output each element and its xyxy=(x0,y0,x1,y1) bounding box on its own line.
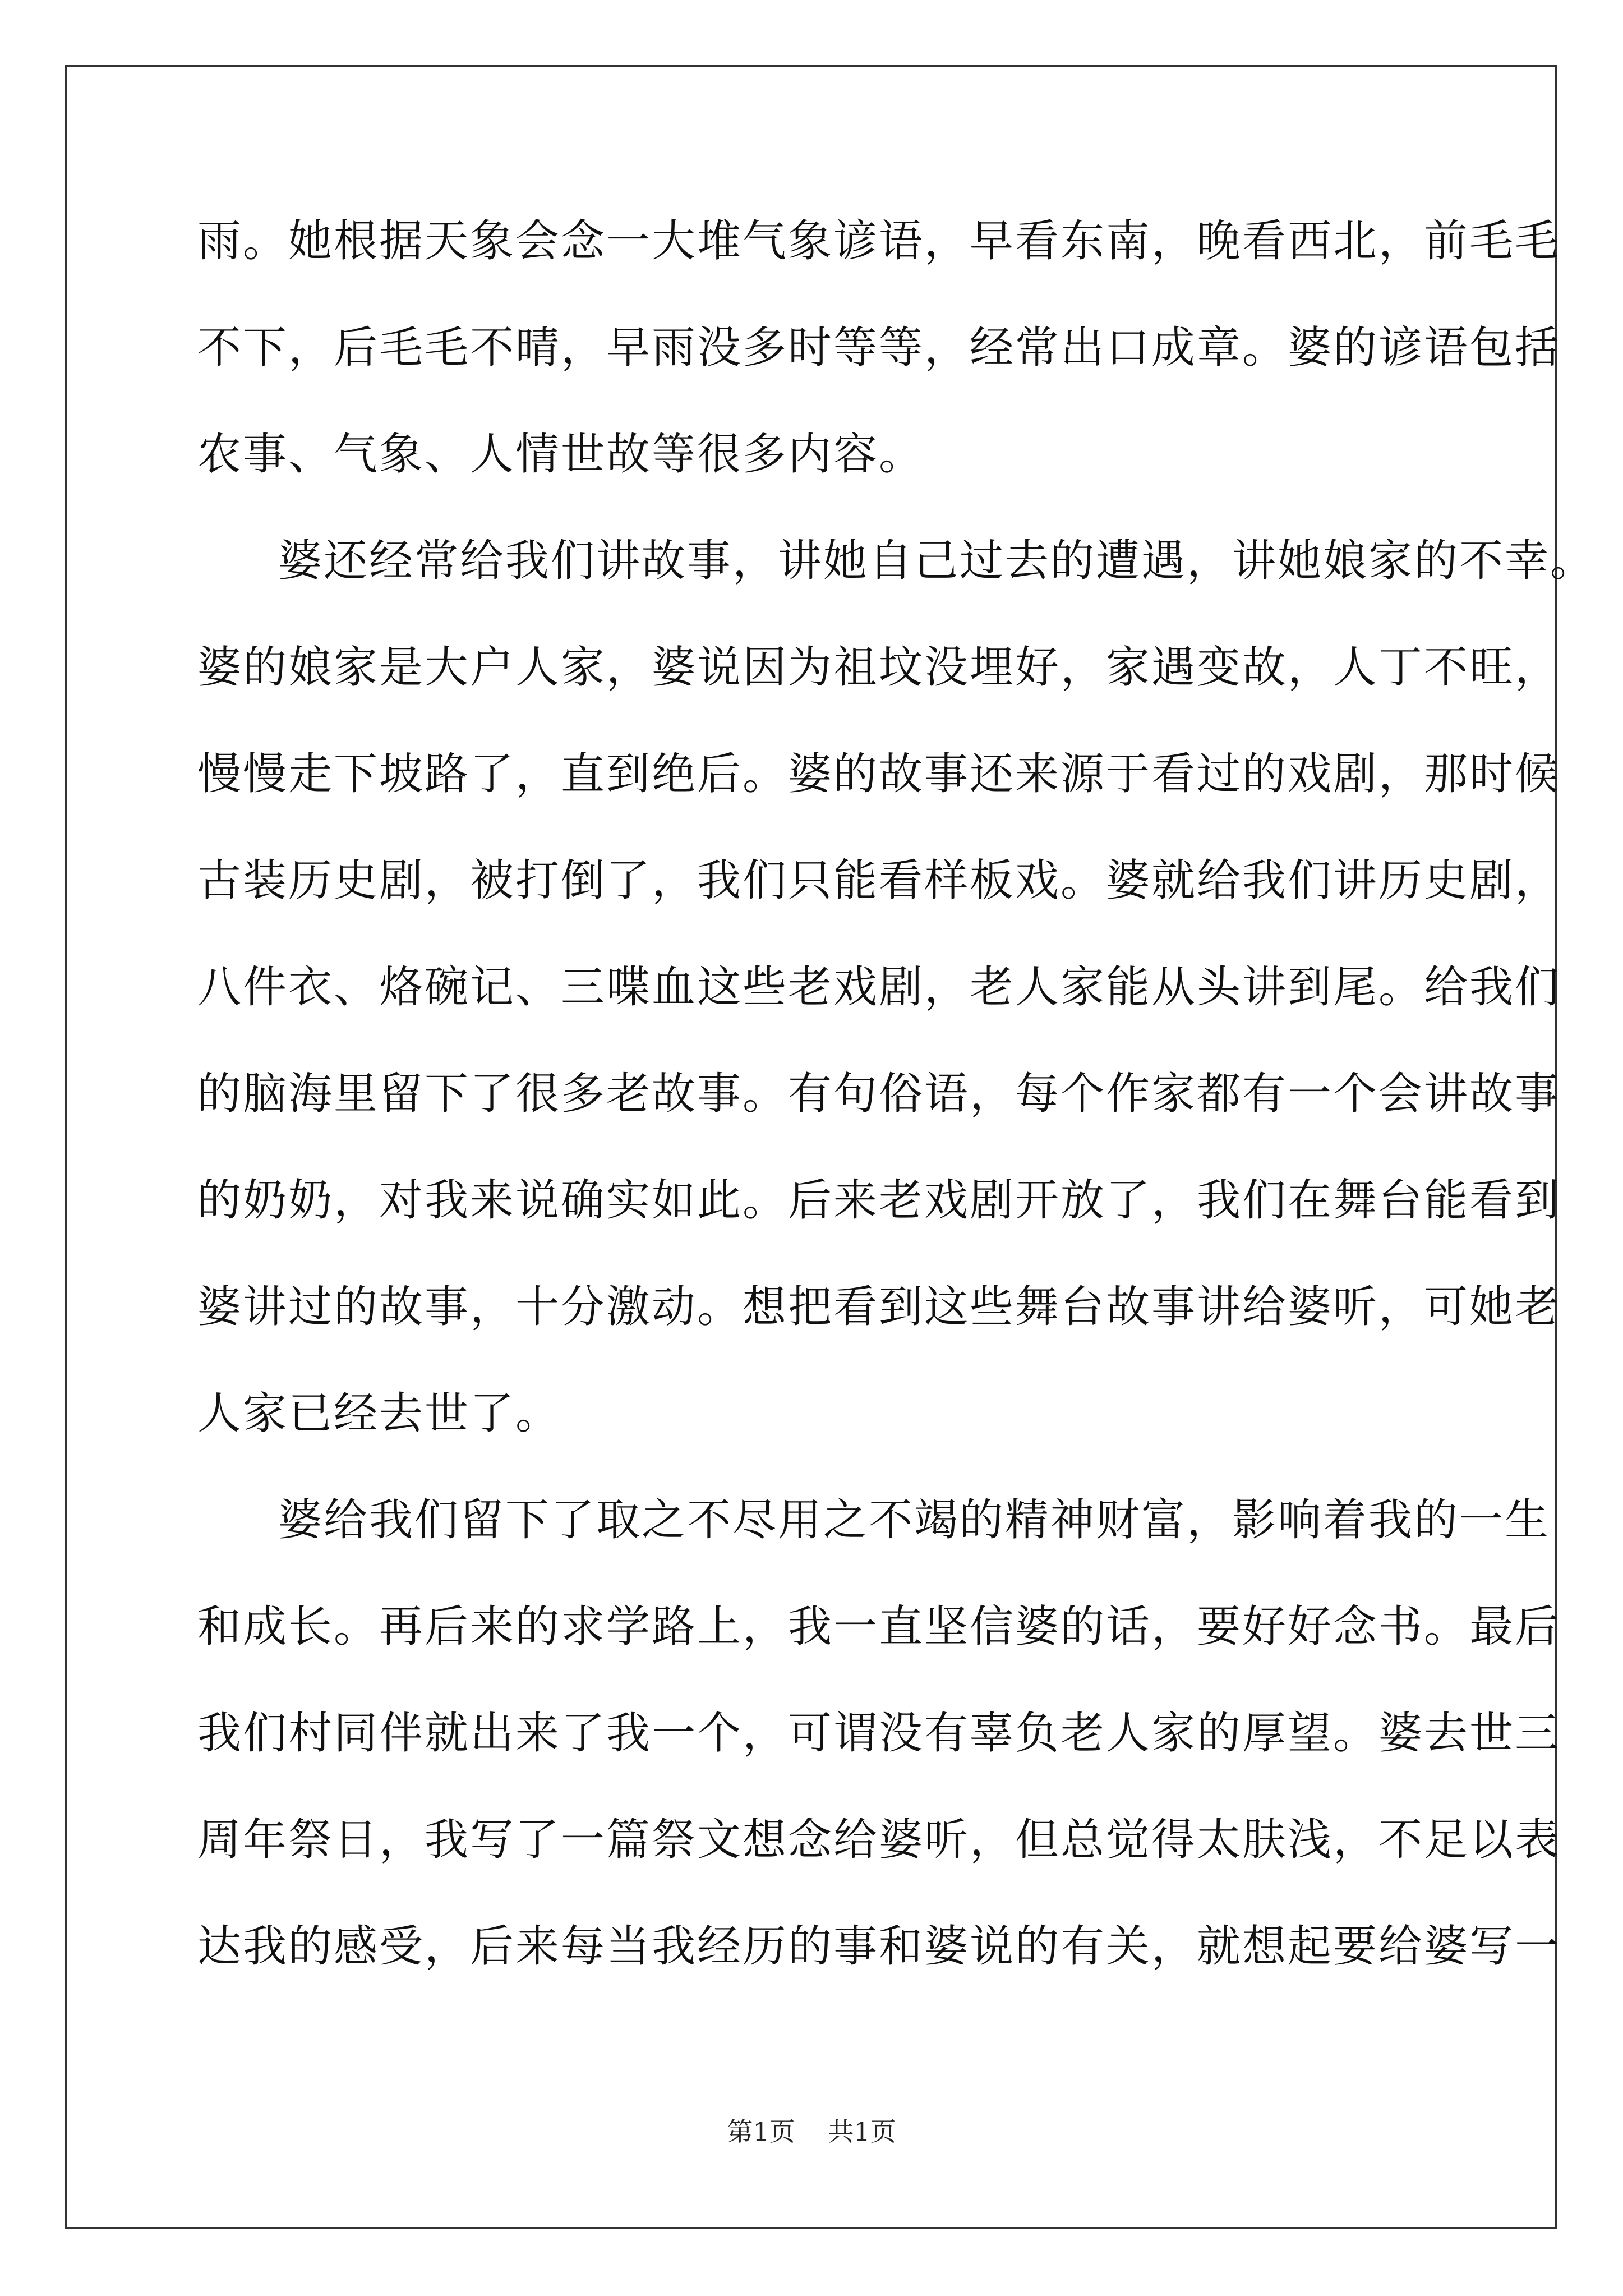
page-total: 共1页 xyxy=(828,2116,896,2147)
text-line: 慢慢走下坡路了，直到绝后。婆的故事还来源于看过的戏剧，那时候 xyxy=(197,749,1561,799)
text-line: 的脑海里留下了很多老故事。有句俗语，每个作家都有一个会讲故事 xyxy=(197,1069,1561,1119)
paragraph-start-line: 婆还经常给我们讲故事，讲她自己过去的遭遇，讲她娘家的不幸。 xyxy=(278,536,1596,586)
text-line: 周年祭日，我写了一篇祭文想念给婆听，但总觉得太肤浅，不足以表 xyxy=(197,1815,1561,1865)
text-line: 婆讲过的故事，十分激动。想把看到这些舞台故事讲给婆听，可她老 xyxy=(197,1282,1561,1332)
text-line: 雨。她根据天象会念一大堆气象谚语，早看东南，晚看西北，前毛毛 xyxy=(197,216,1561,266)
text-line: 农事、气象、人情世故等很多内容。 xyxy=(197,429,925,480)
text-line: 人家已经去世了。 xyxy=(197,1388,561,1439)
text-line: 八件衣、烙碗记、三喋血这些老戏剧，老人家能从头讲到尾。给我们 xyxy=(197,962,1561,1013)
page-number: 第1页 xyxy=(727,2116,795,2147)
text-line: 和成长。再后来的求学路上，我一直坚信婆的话，要好好念书。最后 xyxy=(197,1602,1561,1652)
text-line: 不下，后毛毛不晴，早雨没多时等等，经常出口成章。婆的谚语包括 xyxy=(197,323,1561,373)
text-line: 婆的娘家是大户人家，婆说因为祖坟没埋好，家遇变故，人丁不旺， xyxy=(197,642,1561,693)
document-body xyxy=(197,213,1596,2025)
text-line: 古装历史剧，被打倒了，我们只能看样板戏。婆就给我们讲历史剧， xyxy=(197,855,1561,906)
text-line: 达我的感受，后来每当我经历的事和婆说的有关，就想起要给婆写一 xyxy=(197,1921,1561,1972)
text-line: 的奶奶，对我来说确实如此。后来老戏剧开放了，我们在舞台能看到 xyxy=(197,1175,1561,1226)
text-line: 我们村同伴就出来了我一个，可谓没有辜负老人家的厚望。婆去世三 xyxy=(197,1708,1561,1759)
page-footer xyxy=(0,2115,1623,2148)
paragraph-start-line: 婆给我们留下了取之不尽用之不竭的精神财富，影响着我的一生 xyxy=(278,1495,1551,1545)
